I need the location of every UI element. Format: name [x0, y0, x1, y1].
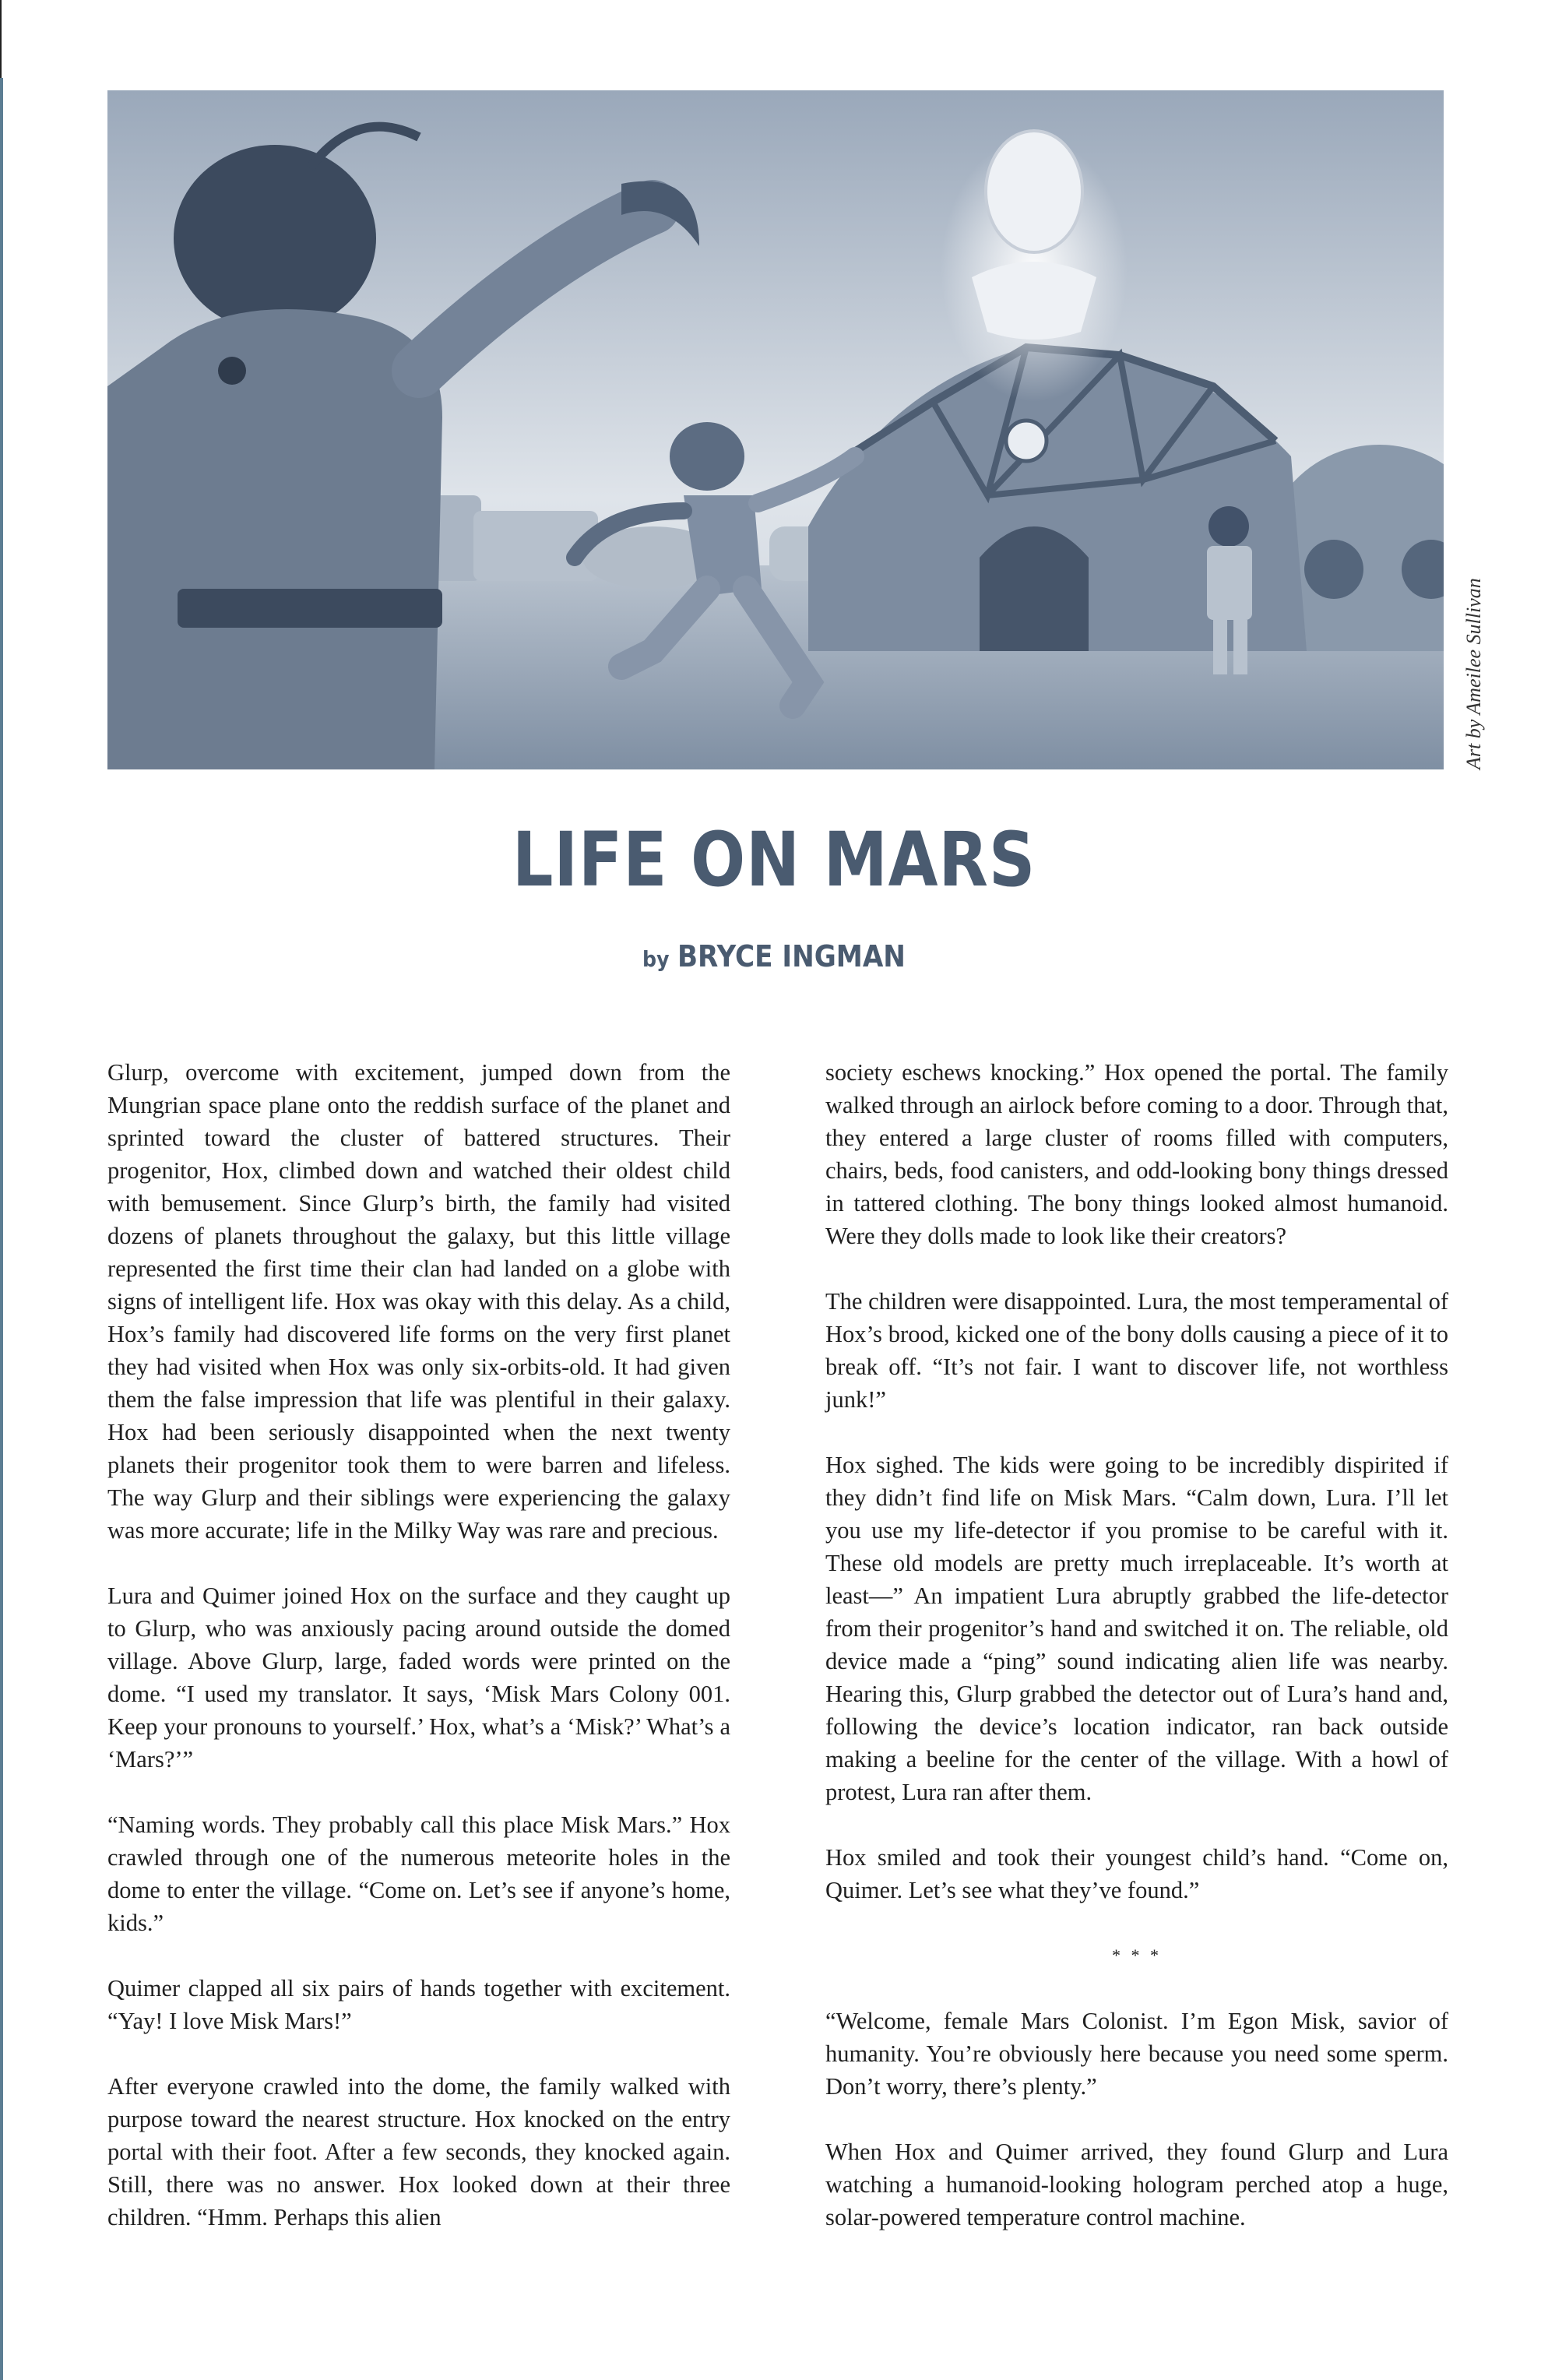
byline: [77, 939, 1470, 973]
illustration-martian-colony: [107, 90, 1444, 769]
paragraph: Glurp, overcome with excitement, jumped down from the Mungrian space plane onto the reddish surface of the planet and sprinted toward the cluster of battered structures. Their progenitor, Hox, climbed down and watched their oldest child with bemusement. Since Glurp’s birth, the family had visited dozens of planets throughout the galaxy, but this little village represented the first time their clan had landed on a globe with signs of intelligent life. Hox was okay with this delay. As a child, Hox’s family had discovered life forms on the very first planet they had visited when Hox was only six-orbits-old. It had given them the false impression that life was plentiful in their galaxy. Hox had been seriously disappointed when the next twenty planets their progenitor took them to were barren and lifeless. The way Glurp and their siblings were experiencing the galaxy was more accurate; life in the Milky Way was rare and precious.: [107, 1059, 730, 1544]
page-edge-dark: [0, 0, 2, 78]
page-edge-strip: [0, 78, 3, 2380]
scene-break: * * *: [1112, 1945, 1162, 1965]
art-credit: Art by Ameilee Sullivan: [1462, 578, 1485, 769]
paragraph: “Welcome, female Mars Colonist. I’m Egon Misk, savior of humanity. You’re obviously here because you need some sperm. Don’t worry, there’s plenty.”: [825, 2008, 1448, 2100]
paragraph: Hox smiled and took their youngest child’s hand. “Come on, Quimer. Let’s see what they’ve found.”: [825, 1844, 1448, 1903]
paragraph: The children were disappointed. Lura, the most temperamental of Hox’s brood, kicked one of the bony dolls causing a piece of it to break off. “It’s not fair. I want to discover life, not worthless junk!”: [825, 1288, 1448, 1413]
paragraph: “Naming words. They probably call this place Misk Mars.” Hox crawled through one of the numerous meteorite holes in the dome to enter the village. “Come on. Let’s see if anyone’s home, kids.”: [107, 1811, 730, 1936]
paragraph: society eschews knocking.” Hox opened the portal. The family walked through an airlock before coming to a door. Through that, they entered a large cluster of rooms filled with computers, chairs, beds, food canisters, and odd-looking bony things dressed in tattered clothing. The bony things looked almost humanoid. Were they dolls made to look like their creators?: [825, 1059, 1448, 1249]
author-name: BRYCE INGMAN: [677, 939, 906, 973]
header-illustration: [107, 90, 1444, 769]
paragraph: Lura and Quimer joined Hox on the surface and they caught up to Glurp, who was anxiously pacing around outside the domed village. Above Glurp, large, faded words were printed on the dome. “I used my translator. It says, ‘Misk Mars Colony 001. Keep your pronouns to yourself.’ Hox, what’s a ‘Misk?’ What’s a ‘Mars?’”: [107, 1583, 730, 1773]
paragraph: After everyone crawled into the dome, the family walked with purpose toward the nearest structure. Hox knocked on the entry portal with their foot. After a few seconds, they knocked again. Still, there was no answer. Hox looked down at their three children. “Hmm. Perhaps this alien: [107, 2073, 730, 2230]
paragraph: Quimer clapped all six pairs of hands together with excitement. “Yay! I love Misk Mars!”: [107, 1975, 730, 2034]
article-title: LIFE ON MARS: [512, 816, 1036, 903]
paragraph: When Hox and Quimer arrived, they found Glurp and Lura watching a humanoid-looking hologram perched atop a huge, solar-powered temperature control machine.: [825, 2139, 1448, 2230]
article-column-left: [107, 1056, 730, 2266]
byline-prefix: by: [642, 946, 670, 972]
paragraph: Hox sighed. The kids were going to be incredibly dispirited if they didn’t find life on Misk Mars. “Calm down, Lura. I’ll let you use my life-detector if you promise to be careful with it. These old models are pretty much irreplaceable. It’s worth at least—” An impatient Lura abruptly grabbed the life-detector from their progenitor’s hand and switched it on. The reliable, old device made a “ping” sound indicating alien life was nearby. Hearing this, Glurp grabbed the detector out of Lura’s hand and, following the device’s location indicator, ran back outside making a beeline for the center of the village. With a howl of protest, Lura ran after them.: [825, 1452, 1448, 1805]
article-column-right: [825, 1056, 1448, 2266]
